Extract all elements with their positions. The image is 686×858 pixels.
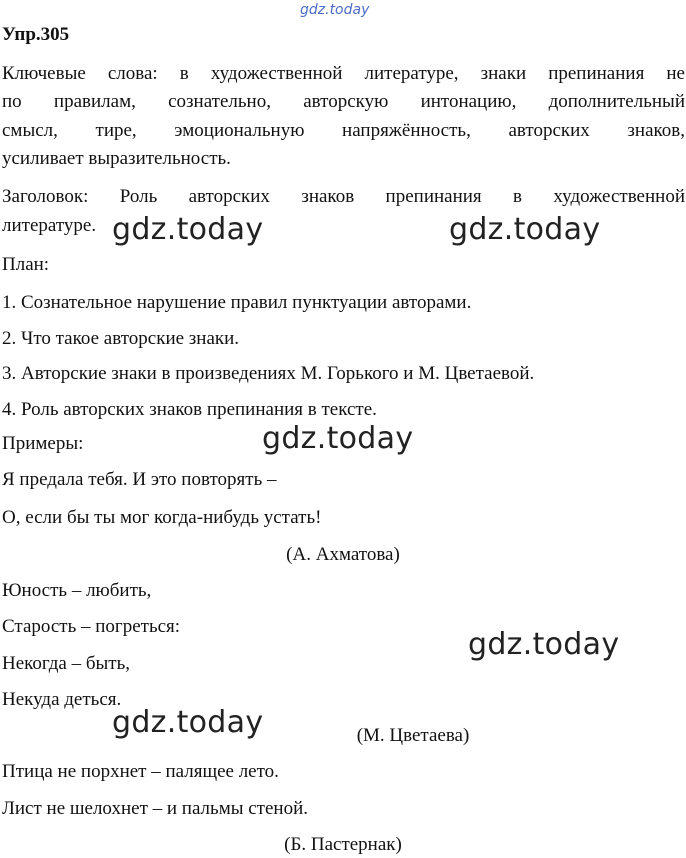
keywords-line-4: усиливает выразительность. — [2, 148, 231, 169]
plan-item: 3. Авторские знаки в произведениях М. Горького и М. Цветаевой. — [2, 363, 535, 384]
keywords-line-2: по правилам, сознательно, авторскую интонацию, дополнительный — [2, 91, 685, 112]
keywords-line-1: Ключевые слова: в художественной литературе, знаки препинания не — [2, 63, 685, 84]
plan-item: 2. Что такое авторские знаки. — [2, 328, 240, 349]
poem-line: Лист не шелохнет – и пальмы стеной. — [2, 798, 308, 819]
heading-line-2: литературе. — [2, 215, 97, 236]
watermark: gdz.today — [468, 627, 620, 662]
plan-label: План: — [2, 254, 50, 275]
poem-line: Некуда деться. — [2, 689, 122, 710]
poem-line: О, если бы ты мог когда-нибудь устать! — [2, 507, 322, 528]
watermark-top: gdz.today — [300, 2, 370, 18]
keywords-line-3: смысл, тире, эмоциональную напряжённость, авторских знаков, — [2, 120, 685, 141]
poem-line: Я предала тебя. И это повторять – — [2, 469, 277, 490]
exercise-title: Упр.305 — [2, 24, 70, 45]
plan-item: 1. Сознательное нарушение правил пунктуации авторами. — [2, 292, 472, 313]
poem-author: (Б. Пастернак) — [284, 834, 402, 855]
watermark: gdz.today — [449, 212, 601, 247]
poem-author: (М. Цветаева) — [356, 725, 470, 746]
watermark: gdz.today — [262, 421, 414, 456]
examples-label: Примеры: — [2, 433, 84, 454]
poem-line: Птица не порхнет – палящее лето. — [2, 761, 279, 782]
poem-line: Некогда – быть, — [2, 653, 131, 674]
poem-line: Старость – погреться: — [2, 616, 181, 637]
poem-line: Юность – любить, — [2, 580, 152, 601]
watermark: gdz.today — [112, 212, 264, 247]
poem-author: (А. Ахматова) — [286, 544, 400, 565]
plan-item: 4. Роль авторских знаков препинания в тексте. — [2, 399, 377, 420]
heading-line-1: Заголовок: Роль авторских знаков препинания в художественной — [2, 186, 685, 207]
watermark: gdz.today — [112, 705, 264, 740]
